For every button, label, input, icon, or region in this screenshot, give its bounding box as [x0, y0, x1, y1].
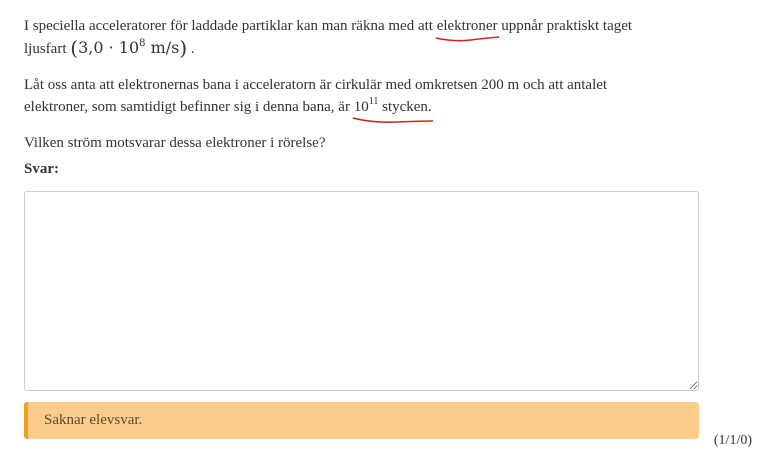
- question-paragraph-1: [24, 15, 714, 60]
- underlined-word-elektroner: [437, 15, 498, 37]
- missing-answer-alert: [24, 402, 699, 439]
- underlined-text: elektroner: [436, 18, 498, 34]
- red-underline-annotation: [435, 35, 500, 43]
- question-content: [24, 15, 714, 188]
- underlined-electron-count: $10^{11}$ stycken.: [354, 96, 432, 118]
- answer-textarea[interactable]: [24, 191, 699, 391]
- question-text: ljusfart: [24, 41, 71, 57]
- red-underline-annotation: [352, 116, 434, 124]
- question-paragraph-3: Vilken ström motsvarar dessa elektroner i rörelse?: [24, 135, 326, 151]
- math-speed-of-light: ($3,0 \cdot 10^8$ m/s): [70, 36, 188, 60]
- answer-label: Svar:: [24, 161, 59, 177]
- question-text: uppnår praktiskt taget: [497, 18, 633, 34]
- score-indicator: (1/1/0): [713, 433, 752, 448]
- question-text: Låt oss anta att elektronernas bana i acceleratorn är cirkulär med omkretsen 200 m och att antalet: [24, 77, 608, 93]
- question-text: elektroner, som samtidigt befinner sig i denna bana, är: [24, 99, 354, 115]
- alert-message: Saknar elevsvar.: [44, 412, 143, 428]
- question-text: I speciella acceleratorer för laddade partiklar kan man räkna med att: [24, 18, 437, 34]
- question-text: .: [187, 41, 195, 57]
- question-paragraph-2: [24, 74, 714, 118]
